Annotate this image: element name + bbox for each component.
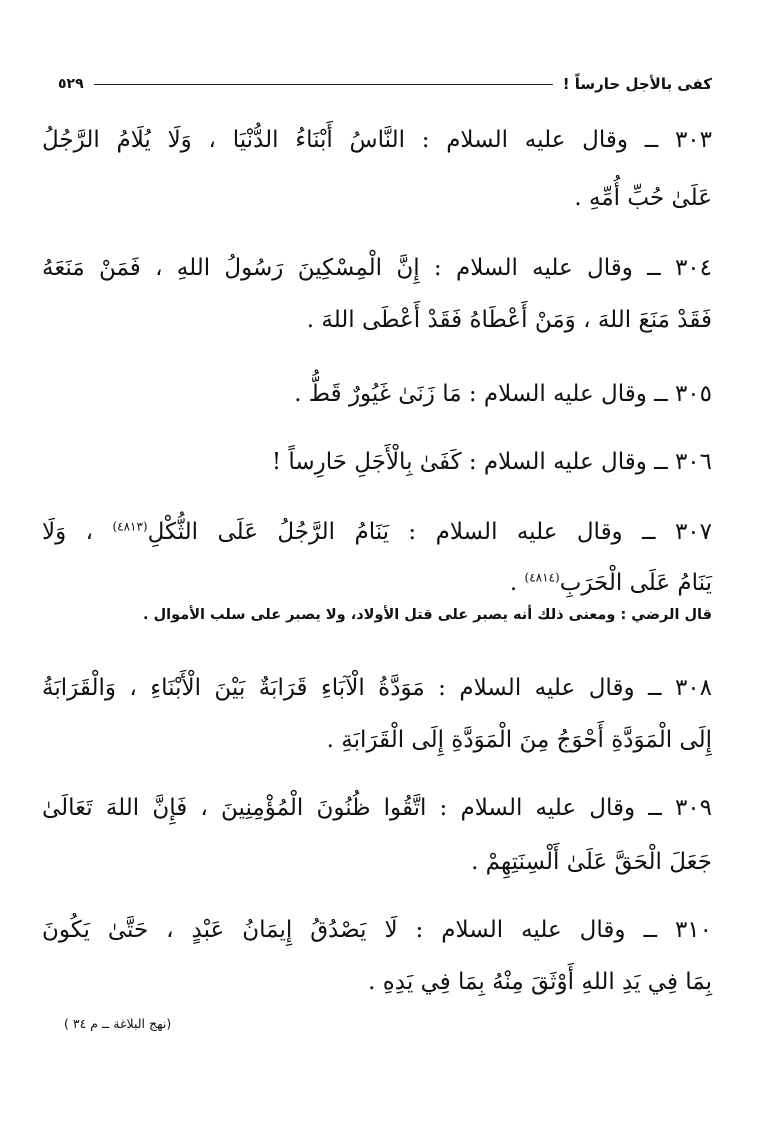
saying-308-line-2: إِلَى الْمَوَدَّةِ أَحْوَجُ مِنَ الْمَوَدَّةِ إِلَى الْقَرَابَةِ . bbox=[326, 727, 712, 753]
volume-footer: (نهج البلاغة ــ م ٣٤ ) bbox=[64, 1016, 172, 1031]
saying-303-line-1: ٣٠٣ ــ وقال عليه السلام : النَّاسُ أَبْنَاءُ الدُّنْيَا ، وَلَا يُلَامُ الرَّجُلُ bbox=[42, 127, 712, 153]
running-header bbox=[58, 70, 712, 98]
saying-303-line-2: عَلَىٰ حُبِّ أُمِّهِ . bbox=[574, 185, 712, 211]
saying-304-line-1: ٣٠٤ ــ وقال عليه السلام : إِنَّ الْمِسْكِينَ رَسُولُ اللهِ ، فَمَنْ مَنَعَهُ bbox=[42, 255, 712, 281]
footnote-ref-4813: (٤٨١٣) bbox=[112, 519, 148, 534]
saying-309-line-1: ٣٠٩ ــ وقال عليه السلام : اتَّقُوا ظُنُونَ الْمُؤْمِنِينَ ، فَإِنَّ اللهَ تَعَالَىٰ bbox=[42, 795, 712, 821]
saying-307-tail-2: . bbox=[509, 570, 518, 596]
saying-307-line-1 bbox=[42, 512, 712, 552]
saying-307-text-1: ٣٠٧ ــ وقال عليه السلام : يَنَامُ الرَّجُلُ عَلَى الثُّكْلِ bbox=[147, 519, 712, 545]
saying-307-tail-1: ، وَلَا bbox=[42, 519, 94, 545]
saying-305-line-1: ٣٠٥ ــ وقال عليه السلام : مَا زَنَىٰ غَيُورٌ قَطُّ . bbox=[294, 381, 712, 407]
saying-304-line-2: فَقَدْ مَنَعَ اللهَ ، وَمَنْ أَعْطَاهُ فَقَدْ أَعْطَى اللهَ . bbox=[306, 307, 712, 333]
saying-310-line-2: بِمَا فِي يَدِ اللهِ أَوْثَقَ مِنْهُ بِمَا فِي يَدِهِ . bbox=[368, 969, 712, 995]
running-title: كفى بالأجل حارساً ! bbox=[562, 75, 712, 93]
saying-310-line-1: ٣١٠ ــ وقال عليه السلام : لَا يَصْدُقُ إِيمَانُ عَبْدٍ ، حَتَّىٰ يَكُونَ bbox=[42, 917, 712, 943]
saying-308-line-1: ٣٠٨ ــ وقال عليه السلام : مَوَدَّةُ الْآبَاءِ قَرَابَةٌ بَيْنَ الْأَبْنَاءِ ، وَالْقَرَابَةُ bbox=[42, 675, 712, 701]
saying-307-line-2 bbox=[510, 563, 712, 603]
radi-commentary: قال الرضي : ومعنى ذلك أنه يصبر على قتل الأولاد، ولا يصبر على سلب الأموال . bbox=[143, 607, 712, 623]
page-number: ٥٢٩ bbox=[58, 76, 84, 92]
saying-306-line-1: ٣٠٦ ــ وقال عليه السلام : كَفَىٰ بِالْأَجَلِ حَارِساً ! bbox=[271, 449, 712, 475]
header-rule bbox=[94, 84, 553, 85]
saying-307-text-2: يَنَامُ عَلَى الْحَرَبِ bbox=[559, 570, 712, 596]
saying-309-line-2: جَعَلَ الْحَقَّ عَلَىٰ أَلْسِنَتِهِمْ . bbox=[471, 849, 712, 875]
footnote-ref-4814: (٤٨١٤) bbox=[524, 570, 560, 585]
